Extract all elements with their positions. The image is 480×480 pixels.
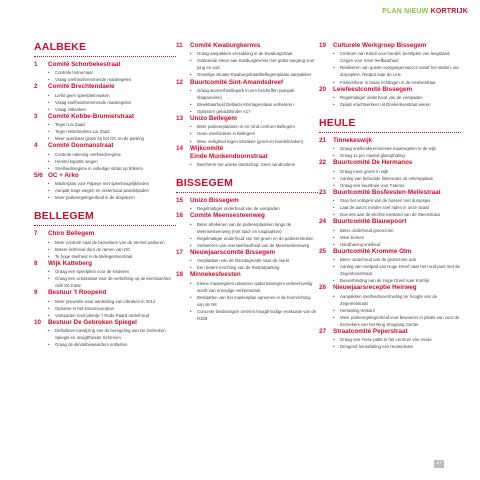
section-heading: AALBEKE (34, 42, 176, 57)
entry-list (333, 94, 461, 108)
entry-heading (319, 159, 461, 167)
entry-title: Comité Doomanstraat (48, 142, 114, 150)
entry-number: 15 (176, 197, 184, 205)
list-item: • Geen windmolens in Bellegem (190, 130, 318, 137)
entry-title: Comité Meensesteenweg (190, 212, 265, 220)
entry-heading (34, 142, 176, 150)
entry-title: Comité Brechtendaele (48, 83, 115, 91)
entry-list (190, 205, 318, 212)
list-item: • Beter afrekenen van de parkeerplaatsen langs de Meensesteenweg (met laad- en losplaatsen) (190, 221, 318, 235)
entry-list (48, 239, 176, 260)
entry-list (190, 87, 318, 115)
entry-number: 22 (319, 159, 327, 167)
entry-number: 16 (176, 212, 184, 220)
entry-heading (176, 197, 318, 205)
list-item: • Aanpak trage wegen en onderhoud wandelpaden (48, 187, 176, 194)
entry-heading (34, 289, 176, 297)
list-item: • Aanleg van voetpad van Hoge Dreef naar het rond punt met de Zegenbossstraat (333, 263, 461, 277)
column-1 (34, 42, 176, 348)
list-item: • Graag een schakelaar voor de verlichting op de kermisachter café De Katte (48, 275, 176, 289)
entry-heading (176, 271, 318, 279)
entry-list (48, 69, 176, 83)
entry-title: Culturele Werkgroep Bissegem (333, 42, 427, 49)
entry-list (333, 293, 461, 328)
entry-title: Bestuur De Gebroken Spiegel (48, 318, 137, 326)
entry-title: Nieuwjaarscomité Bissegem (190, 249, 276, 257)
list-item: • Herstaling trottoirs (333, 307, 461, 314)
list-item: • Fietsverkeer in beide richtingen in de Heulsestraat (333, 79, 461, 86)
list-item: • Aanpakken snelheidsovertreding ter hoogte van de Zegemetstraat (333, 293, 461, 307)
entry-list (333, 256, 461, 284)
entry-list (48, 92, 176, 113)
entry-title: Tinnekeswijk (333, 137, 373, 145)
entry-heading (319, 86, 461, 94)
entry-title: Bestuur 't Roopeird (48, 289, 107, 297)
entry-heading (319, 328, 461, 336)
page-number: 47 (434, 460, 444, 468)
entry-number: 21 (319, 137, 327, 145)
list-item: • Busverbinding aan de Hoge Dreef naar Kortrijk (333, 277, 461, 284)
entry-number: 3 (34, 112, 38, 120)
entry-title: Buurtcomité Bosfeesten-Mellestraat (333, 188, 441, 196)
list-item: • Meer parkeergelegenheid in de dorpskern (48, 194, 176, 201)
entry-number: 1 (34, 61, 38, 68)
entry-number: 7 (34, 230, 38, 238)
list-item: • Beter onderhoud van de groenzone aub (333, 256, 461, 263)
list-item: • Onveilige situatie Kwaburgstraat/Bellegemplaats aanpakken (190, 71, 318, 78)
list-item: • Realiseren van goede voetgangersaccez vanaf het station, via dorpsplein, Rietput naar de Leie (333, 64, 461, 78)
list-item: • Graag een speelplein voor de kinderen (48, 268, 176, 275)
entry-number: 5/6 (34, 171, 43, 179)
entry-heading (34, 319, 176, 327)
entry-list (48, 180, 176, 201)
entry-number: 12 (176, 78, 184, 86)
entry-number: 14 (176, 144, 184, 152)
entry-heading (319, 42, 461, 50)
entry-number: 9 (34, 289, 38, 297)
list-item: • Graag snelheidsremmende maatregelen in de wijk (333, 145, 461, 152)
column-3 (319, 42, 461, 351)
list-item: • Verbeteren van overstekhaarheid van de Meensesteenweg (190, 242, 318, 249)
list-item: • Een betere inrichting van de Rietputparking (190, 264, 318, 271)
entry-title: Nieuwjaarsreceptie Heirweg (333, 284, 417, 292)
page-header (382, 8, 468, 15)
list-item: • Laat de auto's minder snel rijden in onze straat (333, 204, 461, 211)
entry-title: Wijk Katteberg (48, 259, 93, 267)
list-item: • Bescherm het unieke landschap: Geen windmolens (190, 161, 318, 168)
list-item: • Beter onderhoud groenzone (333, 227, 461, 234)
section-heading: HEULE (319, 118, 461, 133)
entry-title: Unizo Bellegem (190, 115, 237, 123)
list-item: • Meer veiligheid tegen inbraken (groot en handelszaken) (190, 138, 318, 145)
list-item: • Kleine maatregelen uitvoeren opdat Bissegem verkeersveilig wordt van onnodige verkeersdruk (190, 280, 318, 294)
list-item: • Graag meer groen in wijk (333, 168, 461, 175)
entry-heading (34, 61, 176, 69)
column-2 (176, 42, 318, 322)
list-item: • Concrete beslissingen omtrent hoogdrnodige evakuatie van de R328 (190, 308, 318, 322)
entry-list (190, 221, 318, 249)
list-item: • Tegen Windmolens Lai Zaad (48, 128, 176, 135)
list-item: • Regelmatiger onderhoud van de voetpaden (333, 94, 461, 101)
entry-number: 11 (176, 42, 183, 49)
entry-title: Chiro Bellegem (48, 230, 95, 238)
entry-title: Wijkcomité Einde Munkendoornstraat (190, 144, 268, 160)
entry-number: 8 (34, 259, 38, 267)
header-nieuw: NIEUW (404, 8, 431, 15)
entry-heading (319, 218, 461, 226)
list-item: • Liefst geen speelpleinmaken (48, 92, 176, 99)
entry-number: 19 (319, 42, 327, 49)
list-item: • Vraag snelheidsremmende maatregelen (48, 99, 176, 106)
entry-heading (319, 189, 461, 197)
entry-number: 13 (176, 115, 184, 123)
list-item: • Graag de slindelbewaarders ontlasten (48, 341, 176, 348)
list-item: • Herstel kapotte wegen (48, 158, 176, 165)
list-item: • Regelmatiger onderhoud van het groen en de parkeerstroken (190, 235, 318, 242)
entry-list (48, 151, 176, 172)
list-item: • Masterplan voor Papeye met speelmogelijkheden (48, 180, 176, 187)
entry-heading (319, 137, 461, 145)
list-item: • Vraag snelheidsremmende maatregelen (48, 76, 176, 83)
list-item: • Regelmatiger onderhoud van de voetpaden (190, 205, 318, 212)
entry-heading (176, 212, 318, 220)
entry-number: 23 (319, 188, 327, 196)
entry-list (333, 168, 461, 189)
entry-number: 4 (34, 142, 38, 150)
list-item: • Tegen Lai Zaad (48, 121, 176, 128)
entry-list (333, 145, 461, 159)
header-plan: PLAN (382, 8, 405, 15)
list-item: • Meer controle naar de bezoekers van de Vennel parkeren (48, 239, 176, 246)
list-item: • Graag wooneif Bellepark in een herdreffen (aanpak shaparcelen) (190, 87, 318, 101)
entry-heading (319, 248, 461, 256)
entry-list (333, 336, 461, 350)
section-heading: BELLEGEM (34, 211, 176, 226)
entry-list (48, 327, 176, 348)
list-item: • Snelheidsregime in volledige straat op 50km/u (48, 165, 176, 172)
entry-heading (34, 230, 176, 238)
entry-number: 18 (176, 271, 184, 279)
list-item: • Te hoge snelheid in de Bellegemsestraat (48, 253, 176, 260)
list-item: • Graag 1x per maand glasophaling (333, 152, 461, 159)
entry-title: Buurtcomité Sint-Amandsdreef (190, 78, 284, 86)
entry-heading (34, 83, 176, 91)
entry-heading (176, 145, 318, 161)
entry-title: Comité Kwaburgkermis (190, 42, 261, 49)
entry-number: 10 (34, 318, 42, 326)
entry-title: Buurtcomité De Hermanos (333, 159, 413, 167)
entry-title: Minnekesfeesten (190, 271, 241, 279)
list-item: • Bestaatten van het mastenplan opnemen in de herinrichting van de N8 (190, 294, 318, 308)
list-item: • Voldoende steun aan Kwaburgkermis met gratis toegang voor jong en oud (190, 57, 318, 71)
entry-heading (34, 113, 176, 121)
entry-title: Buurtcomité Kromme Olm (333, 247, 412, 255)
entry-heading (34, 260, 176, 268)
list-item: • Betere lichtinval door de ramen van OC (48, 246, 176, 253)
list-item: • Handhaving snelheid (333, 241, 461, 248)
entry-list (190, 50, 318, 78)
list-item: • Controle tonnemaat (48, 69, 176, 76)
list-item: • Centrum van Kandi voor handel, bestrijden van leegstand, zorgen voor meer leefbaarheid (333, 50, 461, 64)
entry-list (333, 227, 461, 248)
entry-number: 20 (319, 85, 327, 93)
entry-title: OC + Arko (48, 171, 79, 179)
entry-heading (34, 172, 176, 180)
list-item: • Stop het vollopen van de bossen met dumpsjes (333, 197, 461, 204)
list-item: • Graag een buurthuis voor Fatema (333, 182, 461, 189)
list-item: • Aanleg van behoolde fietsroutes uit ontvrepplaan (333, 175, 461, 182)
list-item: • Voetpaden rond pleinlje 't Rode Paard onderhoud (48, 312, 176, 319)
entry-list (333, 197, 461, 218)
entry-list (48, 298, 176, 319)
list-item: • Vraag zitbanken (48, 106, 176, 113)
entry-heading (319, 284, 461, 292)
entry-number: 25 (319, 247, 327, 255)
list-item: • Meer bomen (333, 234, 461, 241)
entry-title: Comité Kobbe-Brumierstraat (48, 112, 135, 120)
entry-heading (176, 42, 318, 50)
list-item: • Meer parkeergelegenheid voor bewoners in plaats van voor de bezoekers van het Ring Shopping Center (333, 314, 461, 328)
entry-title: Comité Schorbekestraat (48, 61, 121, 68)
entry-list (48, 121, 176, 142)
list-item: • Meer parkeerplaatsen in en rond centrum Bellegem (190, 123, 318, 130)
list-item: • Zwaar vrachtverkeer uit Driekerkenstraat weren (333, 101, 461, 108)
entry-number: 2 (34, 83, 38, 91)
entry-list (190, 161, 318, 168)
entry-title: Unizo Bissegem (190, 197, 239, 205)
list-item: • Verplaatsen van de Dinsdagmarkt naar de markt (190, 257, 318, 264)
list-item: • Meer preventie naar aanleiding van inbraken in 2012 (48, 298, 176, 305)
entry-number: 24 (319, 218, 327, 226)
section-heading: BISSEGEM (176, 178, 318, 193)
entry-heading (176, 115, 318, 123)
list-item: • Dringend herasfalting van Heulepleats (333, 343, 461, 350)
entry-title: Leiefeestcomité Bissegem (333, 85, 413, 93)
entry-list (333, 50, 461, 85)
entry-heading (176, 79, 318, 87)
list-item: • Controle naleving snelheidsregime (48, 151, 176, 158)
entry-number: 26 (319, 284, 327, 292)
entry-title: Buurtcomité Blauwpoort (333, 218, 407, 226)
entry-list (190, 257, 318, 271)
list-item: • Oplossen geluidshinder A17 (190, 108, 318, 115)
header-kortrijk: KORTRIJK (430, 8, 468, 15)
list-item: • Graag aanpakken verzakking in de Kwaburgstraat (190, 50, 318, 57)
list-item: • Doe iets aan de slechte toestand van de Steenstraat (333, 211, 461, 218)
list-item: • Breekbaarheid Delhaize-Mortagerelaan verbeteren (190, 101, 318, 108)
list-item: • Opname in het stroomvoorplan (48, 305, 176, 312)
entry-heading (176, 249, 318, 257)
entry-list (190, 280, 318, 323)
entry-number: 27 (319, 328, 327, 336)
entry-list (48, 268, 176, 289)
entry-list (190, 123, 318, 144)
list-item: • Definitieve toewijzing van de beregeling aan De Gebroken Spiegel en Jeugdtheater Scherven (48, 327, 176, 341)
list-item: • Meer openbaar groen bij het OC en de parking (48, 135, 176, 142)
entry-number: 17 (176, 249, 184, 257)
entry-title: Straatcomité Peperstraat (333, 328, 408, 336)
list-item: • Graag een Feise patte in het centrum van Heule (333, 336, 461, 343)
